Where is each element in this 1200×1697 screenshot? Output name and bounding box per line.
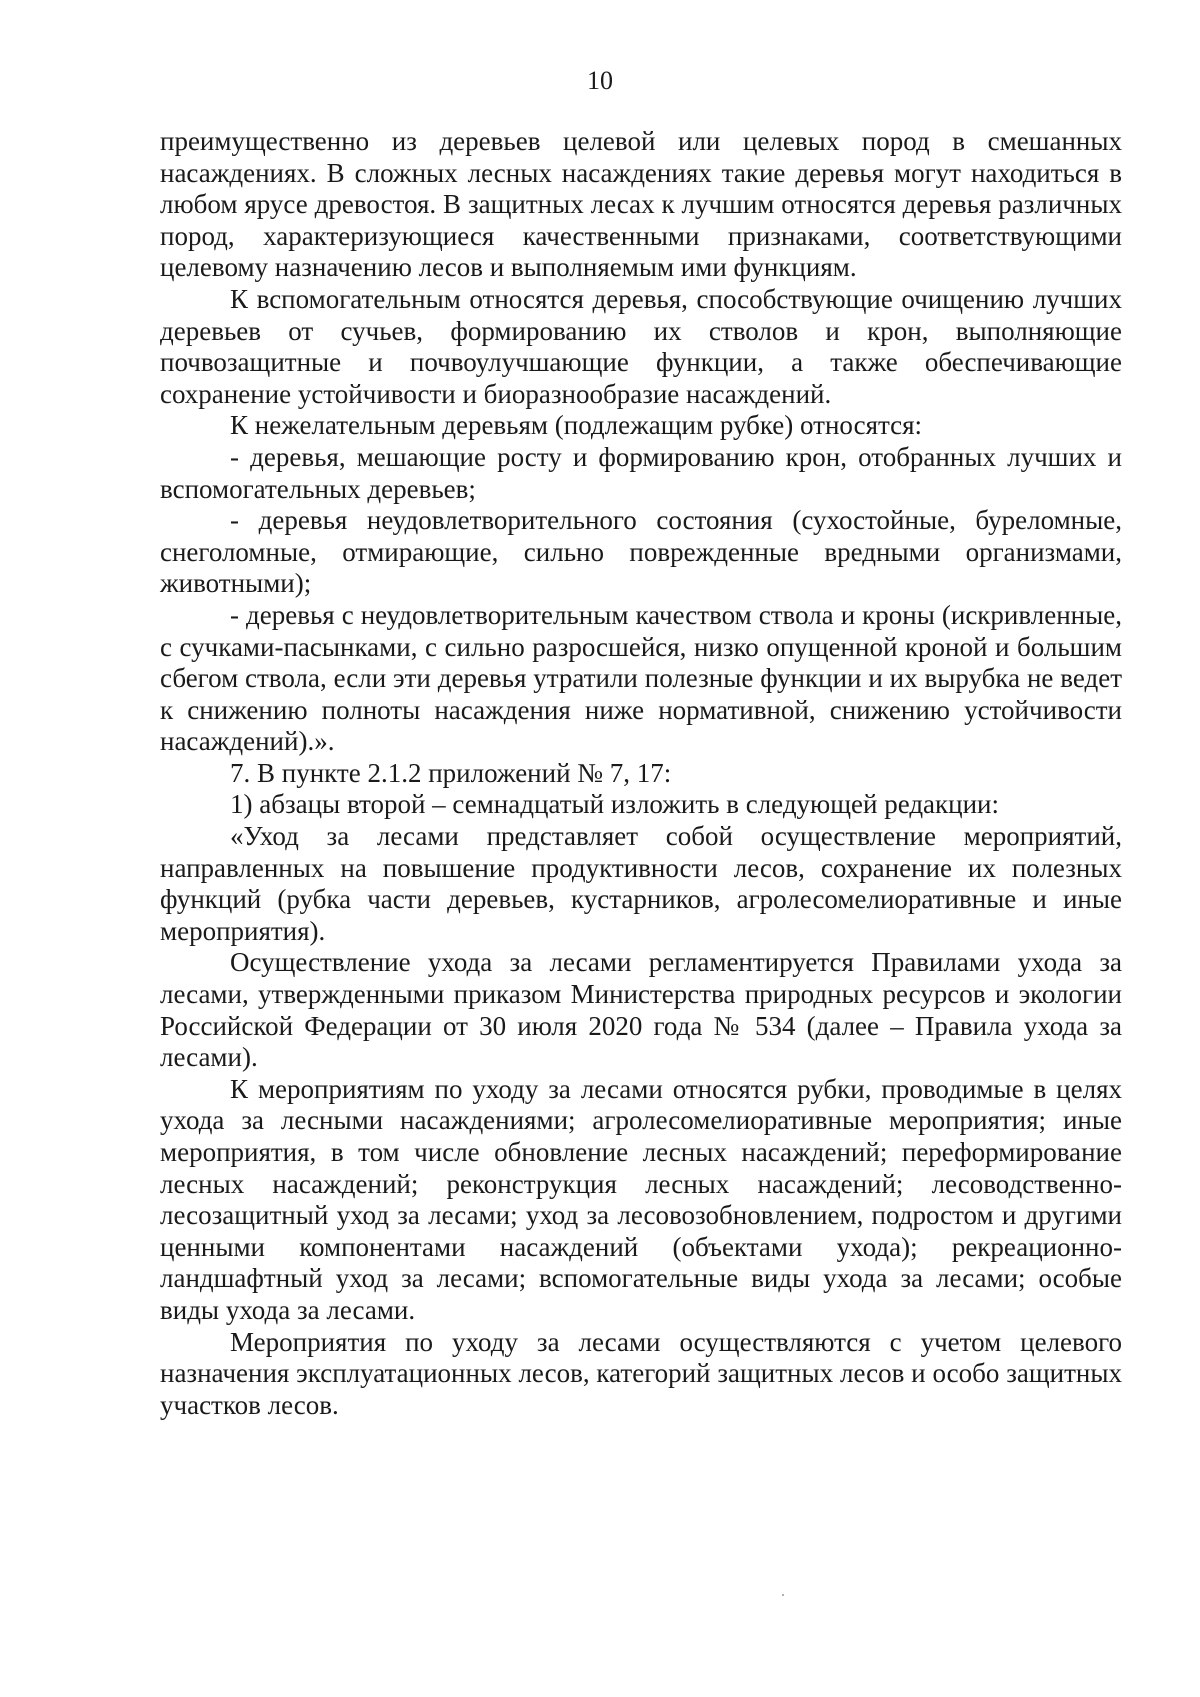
scan-artifact-dot bbox=[782, 1594, 784, 1596]
paragraph-forest-care-purpose: Мероприятия по уходу за лесами осуществляются с учетом целевого назначения эксплуатационных лесов, категорий защитных лесов и особо защитных участков лесов. bbox=[160, 1326, 1122, 1420]
list-item-unsatisfactory-quality: - деревья с неудовлетворительным качеством ствола и кроны (искривленные, с сучками-пасынками, с сильно разросшейся, низко опущенной кроной и большим сбегом ствола, если эти деревья утратили полезные функции и их вырубка не ведет к снижению полноты насаждения ниже нормативной, снижению устойчивости насаждений).». bbox=[160, 599, 1122, 757]
paragraph-subitem-1: 1) абзацы второй – семнадцатый изложить в следующей редакции: bbox=[230, 789, 1000, 820]
paragraph-forest-care-measures: К мероприятиям по уходу за лесами относятся рубки, проводимые в целях ухода за лесными насаждениями; агролесомелиоративные мероприятия; иные мероприятия, в том числе обновление лесных насаждений; переформирование лесных насаждений; реконструкция лесных насаждений; лесоводственно-лесозащитный уход за лесами; уход за лесовозобновлением, подростом и другими ценными компонентами насаждений (объектами ухода); рекреационно-ландшафтный уход за лесами; вспомогательные виды ухода за лесами; особые виды ухода за лесами. bbox=[160, 1073, 1122, 1325]
paragraph-item-7: 7. В пункте 2.1.2 приложений № 7, 17: bbox=[230, 757, 672, 788]
list-item-hindering-trees: - деревья, мешающие росту и формированию крон, отобранных лучших и вспомогательных деревьев; bbox=[160, 441, 1122, 504]
page-number: 10 bbox=[587, 66, 613, 95]
document-body bbox=[160, 126, 1122, 1421]
paragraph-auxiliary-trees: К вспомогательным относятся деревья, способствующие очищению лучших деревьев от сучьев, формированию их стволов и крон, выполняющие почвозащитные и почвоулучшающие функции, а также обеспечивающие сохранение устойчивости и биоразнообразие насаждений. bbox=[160, 283, 1122, 409]
paragraph-forest-care-regulation: Осуществление ухода за лесами регламентируется Правилами ухода за лесами, утвержденными приказом Министерства природных ресурсов и экологии Российской Федерации от 30 июля 2020 года № 534 (далее – Правила ухода за лесами). bbox=[160, 947, 1122, 1073]
paragraph-undesirable-trees-heading: К нежелательным деревьям (подлежащим рубке) относятся: bbox=[230, 410, 923, 441]
paragraph-forest-care-definition: «Уход за лесами представляет собой осуществление мероприятий, направленных на повышение продуктивности лесов, сохранение их полезных функций (рубка части деревьев, кустарников, агролесомелиоративные и иные мероприятия). bbox=[160, 821, 1122, 946]
list-item-unsatisfactory-condition: - деревья неудовлетворительного состояния (сухостойные, буреломные, снеголомные, отмирающие, сильно поврежденные вредными организмами, животными); bbox=[160, 505, 1122, 599]
paragraph-best-trees-continued: преимущественно из деревьев целевой или целевых пород в смешанных насаждениях. В сложных лесных насаждениях такие деревья могут находиться в любом ярусе древостоя. В защитных лесах к лучшим относятся деревья различных пород, характеризующиеся качественными признаками, соответствующими целевому назначению лесов и выполняемым ими функциям. bbox=[160, 126, 1122, 283]
